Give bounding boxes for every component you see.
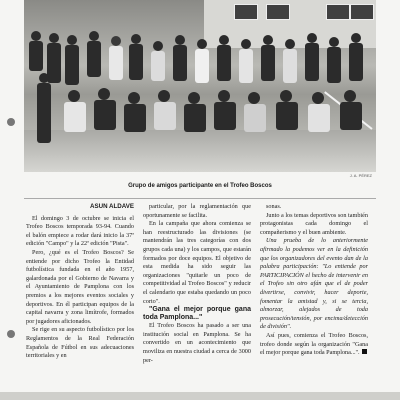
photo-credit: J. A. PÉREZ <box>349 173 372 178</box>
paragraph: Una prueba de lo anteriormente afirmado la podemos ver en la definición que los organizadores del evento dan de la palabra participación: "Lo entiende por PARTICIPACIÓN el hecho de intervenir en el Trofeo sin otro afán que el de poder divertirse, convivir, hacer deporte, fomentar la amistad y, si se tercia, almorzar, alejados de toda prosecución/tensión, por encima/detección de división". <box>260 237 368 331</box>
group-of-people <box>24 26 376 146</box>
column-3 <box>260 203 368 358</box>
paragraph: particular, por la reglamentación que oportunamente se facilita. <box>143 203 251 219</box>
paragraph: Junto a los temas deportivos son también protagonistas cada domingo el compañerismo y el buen ambiente. <box>260 211 368 236</box>
column-2 <box>143 203 251 365</box>
end-of-article-mark <box>362 349 367 354</box>
divider <box>24 198 376 199</box>
paragraph: El domingo 3 de octubre se inicia el Trofeo Boscos temporada 93-94. Cuando el balón empiece a rodar dará inicio la 37ª edición "Campo" y la 22ª edición "Pista". <box>26 214 134 248</box>
paragraph: sonas. <box>266 203 282 210</box>
paragraph: El Trofeo Boscos ha pasado a ser una institución social en Pamplona. Se ha convertido en un acontecimiento que moviliza en nuestra ciudad a cerca de 3000 per- <box>143 322 251 364</box>
paragraph: Pero, ¿qué es el Trofeo Boscos? Se entiende por dicho Trofeo la Entidad futbolística fundada en el año 1957, galardonada por el Gobierno de Navarra y el Ayuntamiento de Pamplona con los premios a los mejores eventos sociales y deportivos. En él participan equipos de la capital navarra y zona limítrofe, formados por jugadores aficionados. <box>26 248 134 325</box>
subheading: "Gana el mejor porque gana toda Pamplona..." <box>143 306 251 322</box>
paragraph: Así pues, comienza el Trofeo Boscos, trofeo donde según la organización "Gana el mejor porque gana toda Pamplona...". <box>260 331 368 357</box>
column-1 <box>26 203 134 361</box>
page-footer-edge <box>0 392 400 400</box>
paragraph: Se rige en su aspecto futbolístico por los Reglamentos de la Real Federación Española de Fútbol en sus adecuaciones territoriales y en <box>26 326 134 360</box>
author-byline: ASUN ALDAVE <box>90 203 134 210</box>
photo-caption: Grupo de amigos participante en el Trofeo Boscos <box>128 183 272 189</box>
binder-hole <box>7 118 15 126</box>
binder-hole <box>7 330 15 338</box>
paragraph: En la campaña que ahora comienza se han reestructurado las divisiones (se mantendrán las tres categorías con dos grupos cada una) y los campos, que estarán formados por doce equipos. El objetivo de esta medida ha sido seguir las organizaciones "quitarle un poco de competitividad al Trofeo Boscos" y reducir el calendario que estaba quedando un poco corto". <box>143 220 251 305</box>
group-photo <box>24 0 376 172</box>
